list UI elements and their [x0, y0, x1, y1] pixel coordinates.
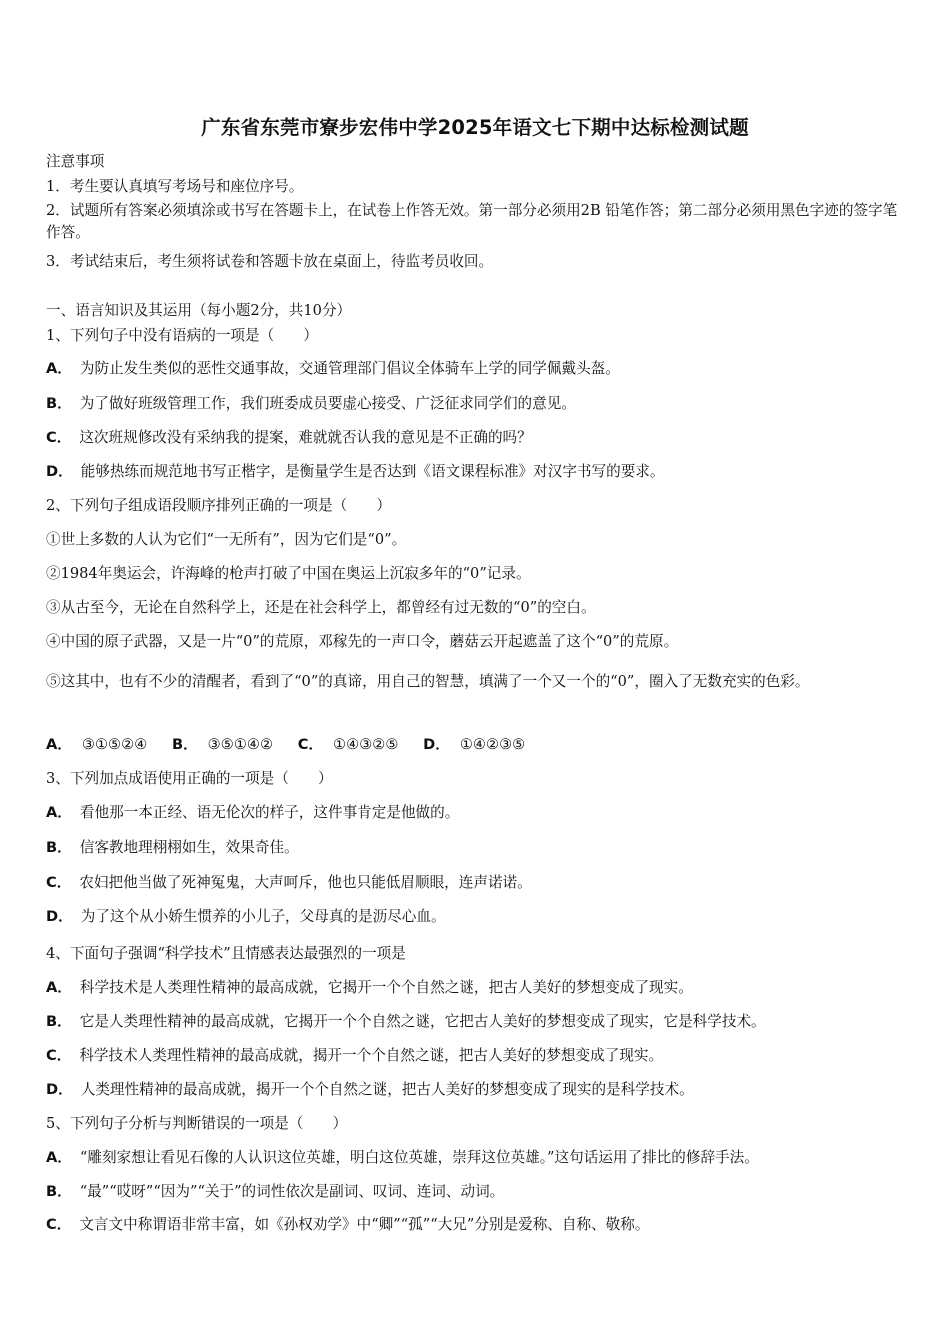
option-label: C．	[46, 874, 72, 891]
option-label: C．	[297, 736, 324, 753]
option-label: C．	[46, 429, 72, 446]
option-text: 为了做好班级管理工作，我们班委成员要虚心接受、广泛征求同学们的意见。	[79, 395, 576, 412]
option-text: 人类理性精神的最高成就，揭开一个个自然之谜，把古人美好的梦想变成了现实的是科学技术。	[80, 1081, 694, 1098]
option-label: B．	[46, 1013, 72, 1030]
option-text: ③⑤①④②	[207, 736, 274, 753]
question-4-option-a	[46, 978, 693, 998]
option-label: D．	[423, 736, 450, 753]
question-3-option-b	[46, 838, 299, 858]
question-3-option-d	[46, 907, 446, 927]
question-2-sentence-3: ③从古至今，无论在自然科学上，还是在社会科学上，都曾经有过无数的“0”的空白。	[46, 599, 596, 616]
notice-item-1: 1．考生要认真填写考场号和座位序号。	[46, 178, 304, 195]
notice-item-2: 2．试题所有答案必须填涂或书写在答题卡上，在试卷上作答无效。第一部分必须用2B 铅笔作答；第二部分必须用黑色字迹的签字笔作答。	[46, 202, 898, 241]
option-text: “雕刻家想让看见石像的人认识这位英雄，明白这位英雄，崇拜这位英雄。”这句话运用了排比的修辞手法。	[79, 1149, 759, 1166]
option-text: 看他那一本正经、语无伦次的样子，这件事肯定是他做的。	[79, 804, 460, 821]
option-label: D．	[46, 908, 73, 925]
option-text: 文言文中称谓语非常丰富，如《孙权劝学》中“卿”“孤”“大兄”分别是爱称、自称、敬称。	[79, 1216, 650, 1233]
question-4-option-c	[46, 1046, 663, 1066]
question-2-sentence-1: ①世上多数的人认为它们“一无所有”，因为它们是“0”。	[46, 531, 407, 548]
option-label: B．	[46, 395, 72, 412]
option-label: C．	[46, 1216, 72, 1233]
page-title: 广东省东莞市寮步宏伟中学2025年语文七下期中达标检测试题	[201, 116, 749, 139]
option-label: B．	[171, 736, 198, 753]
question-3-stem: 3、下列加点成语使用正确的一项是（ ）	[46, 770, 333, 787]
question-5-option-c	[46, 1215, 649, 1235]
option-text: 为防止发生类似的恶性交通事故，交通管理部门倡议全体骑车上学的同学佩戴头盔。	[79, 360, 620, 377]
question-1-stem: 1、下列句子中没有语病的一项是（ ）	[46, 327, 318, 344]
notice-item-3: 3．考试结束后，考生须将试卷和答题卡放在桌面上，待监考员收回。	[46, 253, 494, 270]
option-text: 为了这个从小娇生惯养的小儿子，父母真的是沥尽心血。	[80, 908, 446, 925]
option-text: ①④③②⑤	[333, 736, 399, 753]
question-1-option-c	[46, 428, 532, 448]
option-text: 科学技术人类理性精神的最高成就，揭开一个个自然之谜，把古人美好的梦想变成了现实。	[79, 1047, 664, 1064]
question-5-stem: 5、下列句子分析与判断错误的一项是（ ）	[46, 1115, 348, 1132]
option-text: ③①⑤②④	[81, 736, 148, 753]
notice-heading: 注意事项	[46, 153, 105, 170]
option-label: B．	[46, 839, 72, 856]
option-text: 能够热练而规范地书写正楷字，是衡量学生是否达到《语文课程标准》对汉字书写的要求。	[80, 463, 665, 480]
question-1-option-a	[46, 359, 620, 379]
option-label: A．	[46, 360, 72, 377]
option-text: ①④②③⑤	[459, 736, 526, 753]
question-3-option-a	[46, 803, 459, 823]
question-2-sentence-4: ④中国的原子武器，又是一片“0”的荒原，邓稼先的一声口令，蘑菇云开起遮盖了这个“0”的荒原。	[46, 633, 679, 650]
option-label: A．	[46, 804, 72, 821]
question-4-option-b	[46, 1012, 766, 1032]
option-text: 科学技术是人类理性精神的最高成就，它揭开一个个自然之谜，把古人美好的梦想变成了现实。	[79, 979, 693, 996]
question-2-answers	[46, 735, 545, 755]
option-label: A．	[46, 1149, 72, 1166]
option-label: A．	[46, 736, 72, 753]
question-5-option-a	[46, 1148, 759, 1168]
question-2-stem: 2、下列句子组成语段顺序排列正确的一项是（ ）	[46, 497, 391, 514]
question-3-option-c	[46, 873, 532, 893]
option-text: 它是人类理性精神的最高成就，它揭开一个个自然之谜，它把古人美好的梦想变成了现实，它是科学技术。	[79, 1013, 766, 1030]
option-label: B．	[46, 1183, 72, 1200]
option-label: A．	[46, 979, 72, 996]
question-2-sentence-2: ②1984年奥运会，许海峰的枪声打破了中国在奥运上沉寂多年的“0”记录。	[46, 565, 531, 582]
option-text: 这次班规修改没有采纳我的提案，难就就否认我的意见是不正确的吗？	[79, 429, 532, 446]
question-2-sentence-5: ⑤这其中，也有不少的清醒者，看到了“0”的真谛，用自己的智慧，填满了一个又一个的“0”，圈入了无数充实的色彩。	[46, 673, 810, 690]
question-1-option-d	[46, 462, 664, 482]
option-text: “最”“哎呀”“因为”“关于”的词性依次是副词、叹词、连词、动词。	[79, 1183, 505, 1200]
option-label: D．	[46, 1081, 73, 1098]
question-5-option-b	[46, 1182, 504, 1202]
option-label: D．	[46, 463, 73, 480]
section-heading: 一、语言知识及其运用（每小题2分，共10分）	[46, 302, 352, 319]
option-text: 农妇把他当做了死神冤鬼，大声呵斥，他也只能低眉顺眼，连声诺诺。	[79, 874, 532, 891]
question-1-option-b	[46, 394, 576, 414]
question-4-stem: 4、下面句子强调“科学技术”且情感表达最强烈的一项是	[46, 945, 406, 962]
option-text: 信客教地理栩栩如生，效果奇佳。	[79, 839, 299, 856]
option-label: C．	[46, 1047, 72, 1064]
question-4-option-d	[46, 1080, 694, 1100]
